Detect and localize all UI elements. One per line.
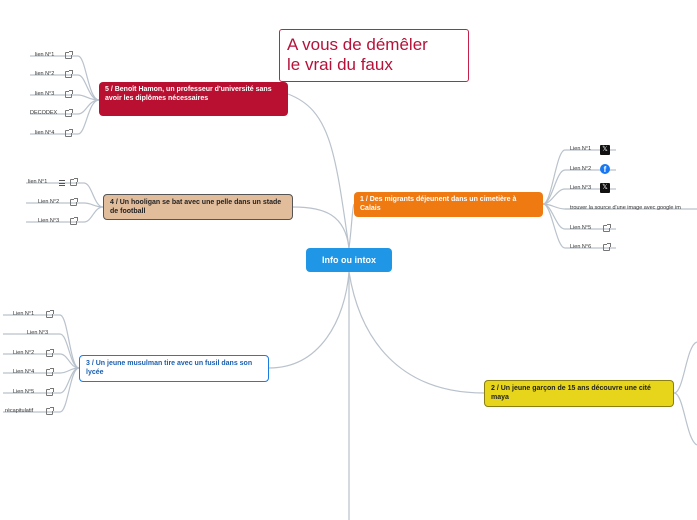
external-link-icon[interactable] [65, 110, 72, 117]
b5-leaf-4[interactable]: DECODEX [30, 110, 58, 116]
edge-center-b4 [293, 207, 349, 248]
external-link-icon[interactable] [70, 179, 77, 186]
x-logo-icon[interactable]: 𝕏 [600, 145, 610, 155]
external-link-icon[interactable] [46, 408, 53, 415]
central-topic-label: Info ou intox [322, 255, 376, 265]
external-link-icon[interactable] [46, 389, 53, 396]
b4-leaf-3[interactable]: Lien N°3 [38, 218, 60, 224]
external-link-icon[interactable] [65, 130, 72, 137]
x-logo-icon[interactable]: 𝕏 [600, 183, 610, 193]
external-link-icon[interactable] [46, 311, 53, 318]
b4-leaf-2[interactable]: Lien N°2 [38, 199, 60, 205]
b3-leaf-2[interactable]: Lien N°3 [27, 330, 49, 336]
notes-icon[interactable] [59, 180, 65, 188]
edge-center-b2 [349, 272, 484, 393]
b5-leaf-3[interactable]: lien N°3 [35, 91, 55, 97]
edge-b2-leaf-2 [674, 393, 697, 445]
b5-leaf-2[interactable]: lien N°2 [35, 71, 55, 77]
external-link-icon[interactable] [70, 218, 77, 225]
b3-leaf-3[interactable]: Lien N°2 [13, 350, 35, 356]
external-link-icon[interactable] [46, 369, 53, 376]
b3-leaf-4[interactable]: Lien N°4 [13, 369, 35, 375]
topic-2-label: 2 / Un jeune garçon de 15 ans découvre une cité maya [491, 385, 651, 401]
external-link-icon[interactable] [65, 71, 72, 78]
b1-leaf-3[interactable]: Lien N°3 [570, 185, 592, 191]
edge-b3-leaf-1 [3, 315, 79, 368]
topic-1-migrants[interactable] [354, 192, 543, 217]
map-title[interactable] [279, 29, 469, 82]
topic-1-label: 1 / Des migrants déjeunent dans un cimetière à Calais [360, 196, 517, 212]
b1-leaf-4[interactable]: trouver la source d'une image avec google im [570, 205, 681, 211]
edge-center-b5 [288, 94, 349, 248]
facebook-icon[interactable]: f [600, 164, 610, 174]
external-link-icon[interactable] [603, 244, 610, 251]
edge-b3-leaf-3 [3, 354, 79, 368]
external-link-icon[interactable] [65, 91, 72, 98]
b1-leaf-2[interactable]: Lien N°2 [570, 166, 592, 172]
external-link-icon[interactable] [603, 225, 610, 232]
topic-5-hamon[interactable] [99, 82, 288, 116]
b3-leaf-6[interactable]: récapitulatif [5, 408, 34, 414]
topic-3-label: 3 / Un jeune musulman tire avec un fusil dans son lycée [86, 360, 253, 376]
edge-center-b3 [269, 272, 349, 368]
b5-leaf-1[interactable]: lien N°1 [35, 52, 55, 58]
edge-b2-leaf-1 [674, 342, 697, 393]
topic-4-hooligan[interactable] [103, 194, 293, 220]
b1-leaf-6[interactable]: Lien N°6 [570, 244, 592, 250]
b1-leaf-5[interactable]: Lien N°5 [570, 225, 592, 231]
b1-leaf-1[interactable]: Lien N°1 [570, 146, 592, 152]
topic-2-maya[interactable] [484, 380, 674, 407]
b3-leaf-1[interactable]: Lien N°1 [13, 311, 35, 317]
b5-leaf-5[interactable]: lien N°4 [35, 130, 55, 136]
topic-3-lycee[interactable] [79, 355, 269, 382]
external-link-icon[interactable] [46, 350, 53, 357]
map-title-text: A vous de démêler le vrai du faux [287, 35, 428, 74]
external-link-icon[interactable] [65, 52, 72, 59]
central-topic[interactable] [306, 248, 392, 272]
b4-leaf-1[interactable]: lien N°1 [28, 179, 48, 185]
b3-leaf-5[interactable]: Lien N°5 [13, 389, 35, 395]
topic-5-label: 5 / Benoît Hamon, un professeur d'université sans avoir les diplômes nécessaires [105, 86, 272, 102]
external-link-icon[interactable] [70, 199, 77, 206]
topic-4-label: 4 / Un hooligan se bat avec une pelle dans un stade de football [110, 199, 282, 215]
